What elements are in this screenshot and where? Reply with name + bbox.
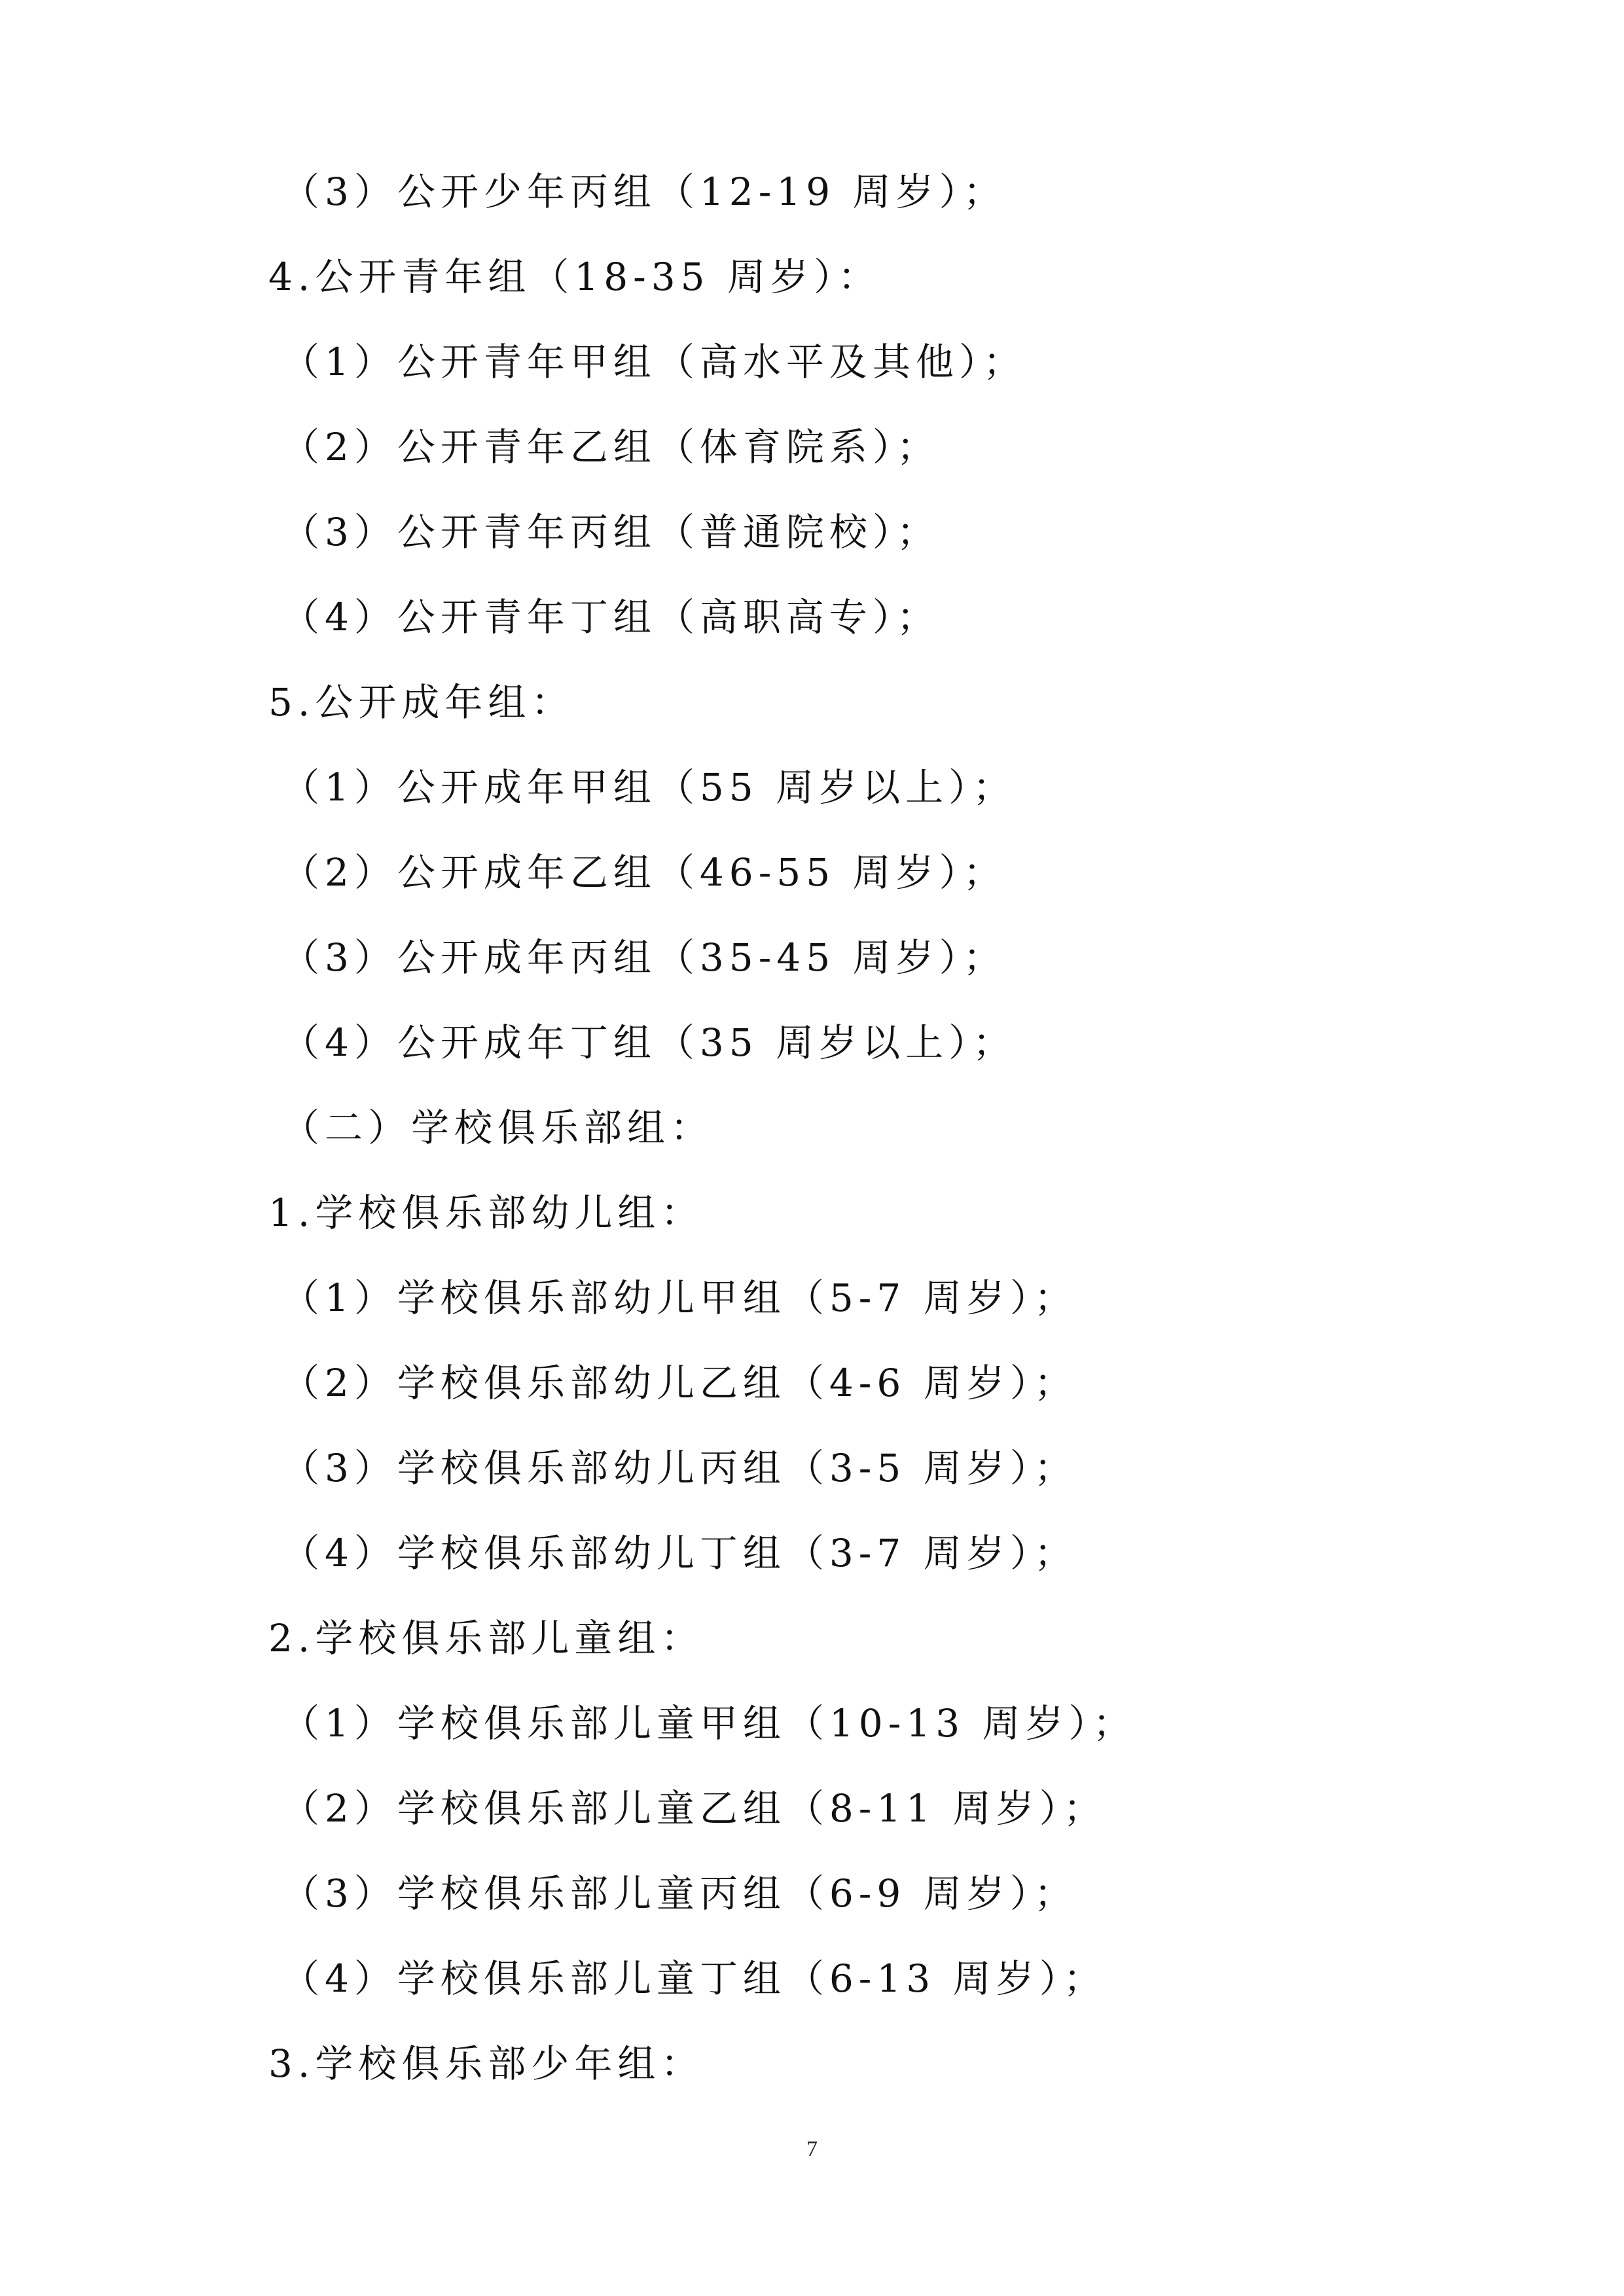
text-line: 4.公开青年组（18-35 周岁）： (268, 255, 881, 299)
text-line: （4）学校俱乐部儿童丁组（6-13 周岁）； (281, 1956, 1107, 2001)
text-line: 1.学校俱乐部幼儿组： (268, 1191, 704, 1235)
text-line: （1）公开成年甲组（55 周岁以上）； (281, 765, 1017, 810)
text-line: （3）公开青年丙组（普通院校）； (281, 510, 940, 554)
text-line: （1）学校俱乐部幼儿甲组（5-7 周岁）； (281, 1276, 1077, 1320)
text-line: （4）公开成年丁组（35 周岁以上）； (281, 1020, 1017, 1065)
text-line: （2）学校俱乐部儿童乙组（8-11 周岁）； (281, 1786, 1107, 1831)
text-line: （3）学校俱乐部儿童丙组（6-9 周岁）； (281, 1871, 1077, 1916)
text-line: （二）学校俱乐部组： (281, 1105, 714, 1150)
page-number: 7 (806, 2137, 818, 2161)
text-line: 2.学校俱乐部儿童组： (268, 1616, 704, 1660)
document-body (268, 149, 1381, 2106)
text-line: （2）公开成年乙组（46-55 周岁）； (281, 850, 1007, 895)
text-line: （3）学校俱乐部幼儿丙组（3-5 周岁）； (281, 1446, 1077, 1490)
text-line: （2）公开青年乙组（体育院系）； (281, 425, 940, 469)
text-line: （4）公开青年丁组（高职高专）； (281, 595, 940, 639)
text-line: （2）学校俱乐部幼儿乙组（4-6 周岁）； (281, 1361, 1077, 1405)
text-line: 3.学校俱乐部少年组： (268, 2041, 704, 2086)
text-line: （4）学校俱乐部幼儿丁组（3-7 周岁）； (281, 1531, 1077, 1575)
text-line: （1）学校俱乐部儿童甲组（10-13 周岁）； (281, 1701, 1136, 1746)
text-line: （1）公开青年甲组（高水平及其他）； (281, 340, 1026, 384)
text-line: （3）公开少年丙组（12-19 周岁）； (281, 170, 1007, 214)
text-line: （3）公开成年丙组（35-45 周岁）； (281, 935, 1007, 980)
text-line: 5.公开成年组： (268, 680, 575, 725)
